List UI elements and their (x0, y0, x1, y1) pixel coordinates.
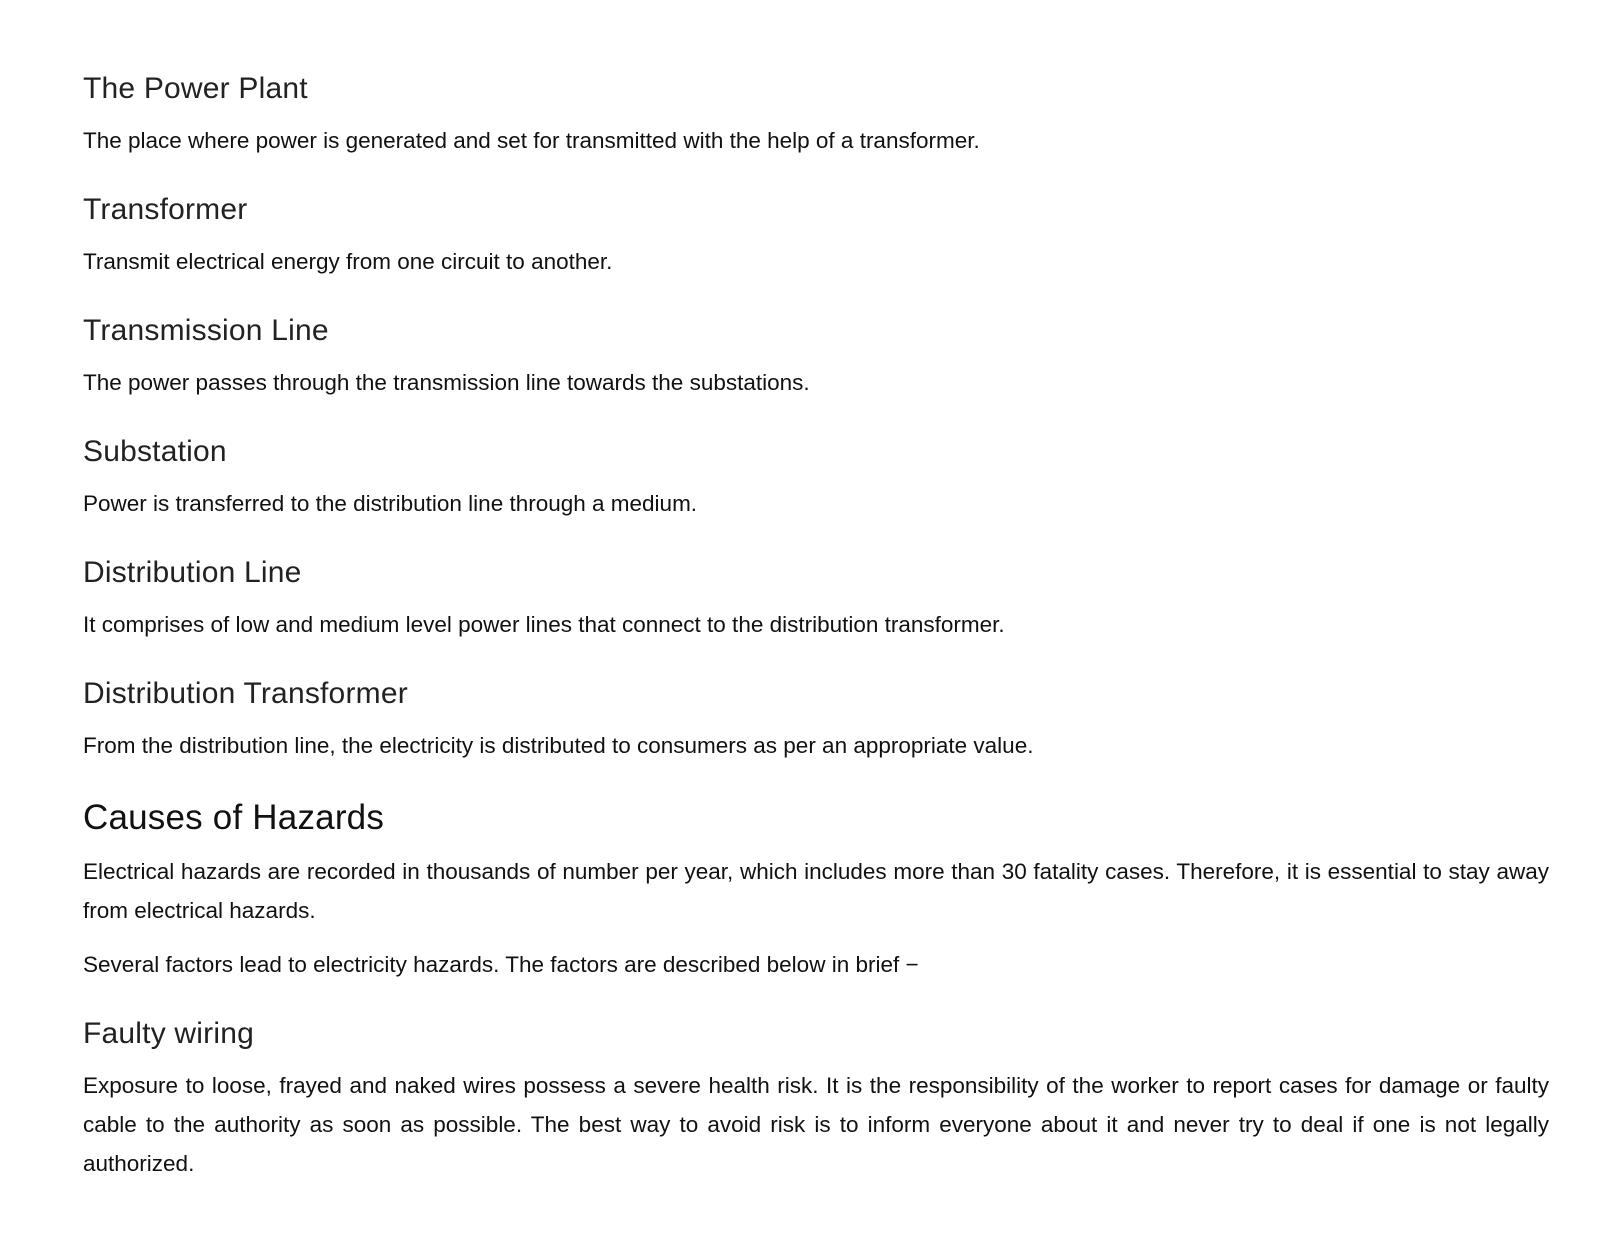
heading-distribution-transformer: Distribution Transformer (83, 677, 408, 710)
heading-faulty-wiring: Faulty wiring (83, 1017, 254, 1050)
paragraph-transformer: Transmit electrical energy from one circuit to another. (83, 249, 613, 274)
heading-causes-of-hazards: Causes of Hazards (83, 798, 385, 837)
paragraph-distribution-transformer: From the distribution line, the electricity is distributed to consumers as per an appropriate value. (83, 733, 1034, 758)
document-content (83, 70, 1549, 1214)
paragraph-substation: Power is transferred to the distribution line through a medium. (83, 491, 698, 516)
paragraph-power-plant: The place where power is generated and set for transmitted with the help of a transformer. (83, 128, 980, 153)
heading-distribution-line: Distribution Line (83, 556, 302, 589)
paragraph-transmission-line: The power passes through the transmission line towards the substations. (83, 370, 810, 395)
paragraph-causes-2: Several factors lead to electricity hazards. The factors are described below in brief − (83, 952, 919, 977)
heading-substation: Substation (83, 435, 227, 468)
heading-transmission-line: Transmission Line (83, 314, 329, 347)
paragraph-distribution-line: It comprises of low and medium level power lines that connect to the distribution transformer. (83, 612, 1005, 637)
paragraph-faulty-wiring: Exposure to loose, frayed and naked wires possess a severe health risk. It is the responsibility of the worker to report cases for damage or faulty cable to the authority as soon as possible. The best way to avoid risk is to inform everyone about it and never try to deal if one is not legally authorized. (83, 1073, 1549, 1176)
paragraph-causes-1: Electrical hazards are recorded in thousands of number per year, which includes more than 30 fatality cases. Therefore, it is essential to stay away from electrical hazards. (83, 859, 1549, 923)
heading-transformer: Transformer (83, 193, 248, 226)
heading-power-plant: The Power Plant (83, 72, 308, 105)
